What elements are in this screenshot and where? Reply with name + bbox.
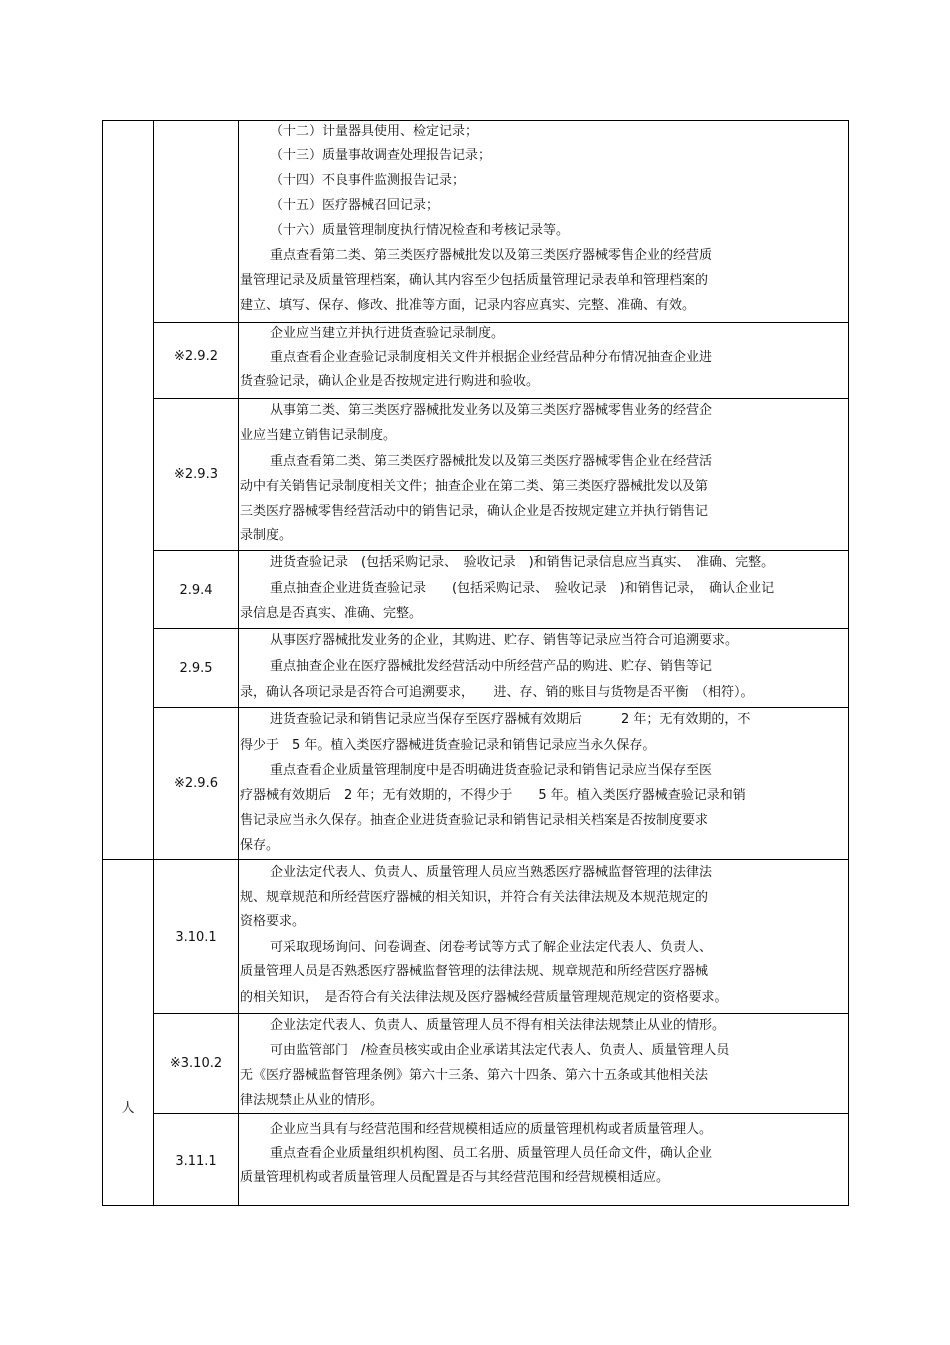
table-border-left [102, 120, 103, 1206]
content-line: 企业应当具有与经营范围和经营规模相适应的质量管理机构或者质量管理人。 [270, 1122, 713, 1137]
content-line: 录，确认各项记录是否符合可追溯要求， 进、存、销的账目与货物是否平衡 （相符）。 [240, 685, 754, 700]
row-code: 3.11.1 [175, 1154, 217, 1169]
content-line: 质量管理人员是否熟悉医疗器械监督管理的法律法规、规章规范和所经营医疗器械 [240, 964, 709, 979]
row-code: ※2.9.3 [174, 467, 218, 482]
content-line: （十二）计量器具使用、检定记录； [270, 124, 479, 139]
content-line: （十六）质量管理制度执行情况检查和考核记录等。 [270, 223, 570, 238]
content-line: 量管理记录及质量管理档案，确认其内容至少包括质量管理记录表单和管理档案的 [240, 273, 709, 288]
category-divider [102, 859, 849, 860]
row-code: 2.9.4 [179, 583, 213, 598]
row-divider [153, 628, 849, 629]
content-line: （十四）不良事件监测报告记录； [270, 173, 466, 188]
row-code: 3.10.1 [175, 930, 217, 945]
content-line: （十五）医疗器械召回记录； [270, 198, 440, 213]
content-line: 货查验记录，确认企业是否按规定进行购进和验收。 [240, 374, 540, 389]
content-line: 重点查看第二类、第三类医疗器械批发以及第三类医疗器械零售企业的经营质 [270, 248, 713, 263]
row-divider [153, 550, 849, 551]
content-line: 重点抽查企业在医疗器械批发经营活动中所经营产品的购进、贮存、销售等记 [270, 659, 713, 674]
row-divider [153, 707, 849, 708]
row-code: ※2.9.2 [174, 349, 218, 364]
content-line: 得少于 5 年。植入类医疗器械进货查验记录和销售记录应当永久保存。 [240, 738, 656, 753]
table-border-right [848, 120, 849, 1206]
category-label: 人 [121, 1101, 135, 1116]
row-code: ※2.9.6 [174, 776, 218, 791]
content-line: （十三）质量事故调查处理报告记录； [270, 148, 492, 163]
content-line: 的相关知识， 是否符合有关法律法规及医疗器械经营质量管理规范规定的资格要求。 [240, 990, 728, 1005]
row-code: 2.9.5 [179, 661, 213, 676]
content-line: 企业法定代表人、负责人、质量管理人员应当熟悉医疗器械监督管理的法律法 [270, 865, 713, 880]
content-line: 录信息是否真实、准确、完整。 [240, 606, 423, 621]
row-divider [153, 1013, 849, 1014]
content-line: 从事医疗器械批发业务的企业，其购进、贮存、销售等记录应当符合可追溯要求。 [270, 633, 739, 648]
content-line: 进货查验记录和销售记录应当保存至医疗器械有效期后 2 年；无有效期的，不 [270, 712, 751, 727]
content-line: 从事第二类、第三类医疗器械批发业务以及第三类医疗器械零售业务的经营企 [270, 403, 713, 418]
row-code: ※3.10.2 [169, 1056, 223, 1071]
table-border-bottom [102, 1205, 849, 1206]
content-line: 售记录应当永久保存。抽查企业进货查验记录和销售记录相关档案是否按制度要求 [240, 813, 709, 828]
content-line: 企业法定代表人、负责人、质量管理人员不得有相关法律法规禁止从业的情形。 [270, 1018, 726, 1033]
content-line: 三类医疗器械零售经营活动中的销售记录，确认企业是否按规定建立并执行销售记 [240, 504, 709, 519]
content-line: 无《医疗器械监督管理条例》第六十三条、第六十四条、第六十五条或其他相关法 [240, 1068, 709, 1083]
content-line: 规、规章规范和所经营医疗器械的相关知识，并符合有关法律法规及本规范规定的 [240, 890, 709, 905]
table-divider-code [238, 120, 239, 1206]
content-line: 业应当建立销售记录制度。 [240, 428, 397, 443]
content-line: 动中有关销售记录制度相关文件；抽查企业在第二类、第三类医疗器械批发以及第 [240, 479, 709, 494]
content-line: 重点查看企业质量组织机构图、员工名册、质量管理人员任命文件，确认企业 [270, 1146, 713, 1161]
content-line: 律法规禁止从业的情形。 [240, 1093, 384, 1108]
table-border-top [102, 120, 849, 121]
content-line: 保存。 [240, 838, 280, 853]
row-divider [153, 322, 849, 323]
row-divider [153, 1113, 849, 1114]
content-line: 疗器械有效期后 2 年；无有效期的，不得少于 5 年。植入类医疗器械查验记录和销 [240, 788, 746, 803]
content-line: 重点抽查企业进货查验记录 (包括采购记录、 验收记录 )和销售记录， 确认企业记 [270, 581, 775, 596]
content-line: 建立、填写、保存、修改、批准等方面，记录内容应真实、完整、准确、有效。 [240, 298, 696, 313]
content-line: 重点查看企业质量管理制度中是否明确进货查验记录和销售记录应当保存至医 [270, 763, 713, 778]
content-line: 可采取现场询问、问卷调查、闭卷考试等方式了解企业法定代表人、负责人、 [270, 940, 713, 955]
row-divider [153, 398, 849, 399]
content-line: 进货查验记录 (包括采购记录、 验收记录 )和销售记录信息应当真实、 准确、完整。 [270, 555, 775, 570]
content-line: 企业应当建立并执行进货查验记录制度。 [270, 326, 505, 341]
content-line: 重点查看第二类、第三类医疗器械批发以及第三类医疗器械零售企业在经营活 [270, 454, 713, 469]
content-line: 可由监管部门 /检查员核实或由企业承诺其法定代表人、负责人、质量管理人员 [270, 1043, 730, 1058]
content-line: 录制度。 [240, 528, 293, 543]
content-line: 资格要求。 [240, 914, 306, 929]
content-line: 质量管理机构或者质量管理人员配置是否与其经营范围和经营规模相适应。 [240, 1170, 670, 1185]
content-line: 重点查看企业查验记录制度相关文件并根据企业经营品种分布情况抽查企业进 [270, 350, 713, 365]
